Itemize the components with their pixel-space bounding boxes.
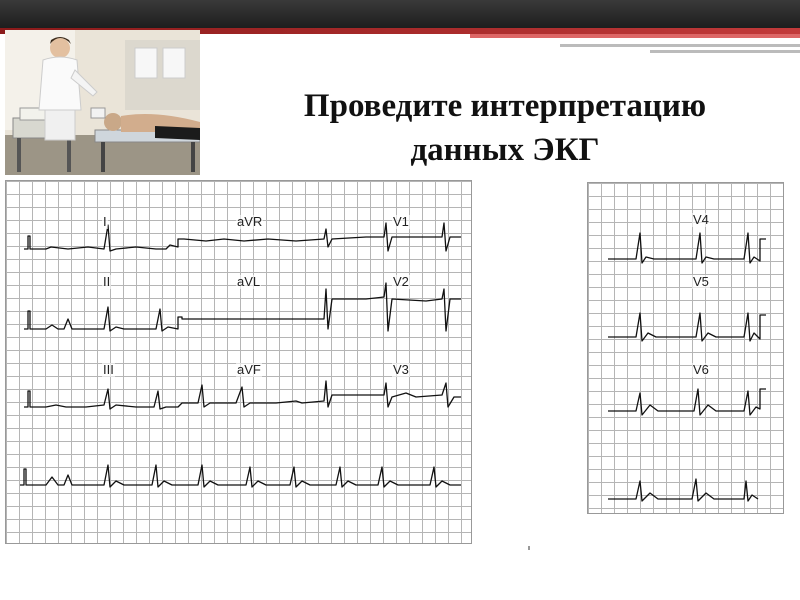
lead-label-v4: V4 [693,212,709,227]
header-grey-stripe-2 [650,50,800,53]
lead-label-v1: V1 [393,214,409,229]
lead-label-iii: III [103,362,114,377]
header-accent-stripe [470,34,800,38]
trace-lead-v4 [608,233,766,263]
title-line-2: данных ЭКГ [410,132,600,168]
trace-lead-v6 [608,389,766,415]
title-line-1: Проведите интерпретацию [303,88,707,124]
trace-lead-ii [24,283,461,331]
ecg-side-traces [588,183,783,513]
header-grey-stripe [560,44,800,47]
lead-label-v2: V2 [393,274,409,289]
trace-rhythm [20,465,461,487]
lead-label-ii: II [103,274,111,289]
lead-label-avf: aVF [237,362,261,377]
ecg-main-panel [5,180,472,544]
lead-label-avl: aVL [237,274,261,289]
lead-label-i: I [103,214,107,229]
ecg-side-panel [587,182,784,514]
small-mark [528,546,530,550]
lead-label-avr: aVR [237,214,263,229]
trace-lead-v5 [608,313,766,341]
top-bar [0,0,800,28]
trace-lead-iii [24,381,461,409]
lead-label-v3: V3 [393,362,409,377]
lead-label-v6: V6 [693,362,709,377]
ecg-procedure-photo [5,30,200,175]
slide-title [225,84,785,172]
trace-side-rhythm [608,479,758,501]
lead-label-v5: V5 [693,274,709,289]
